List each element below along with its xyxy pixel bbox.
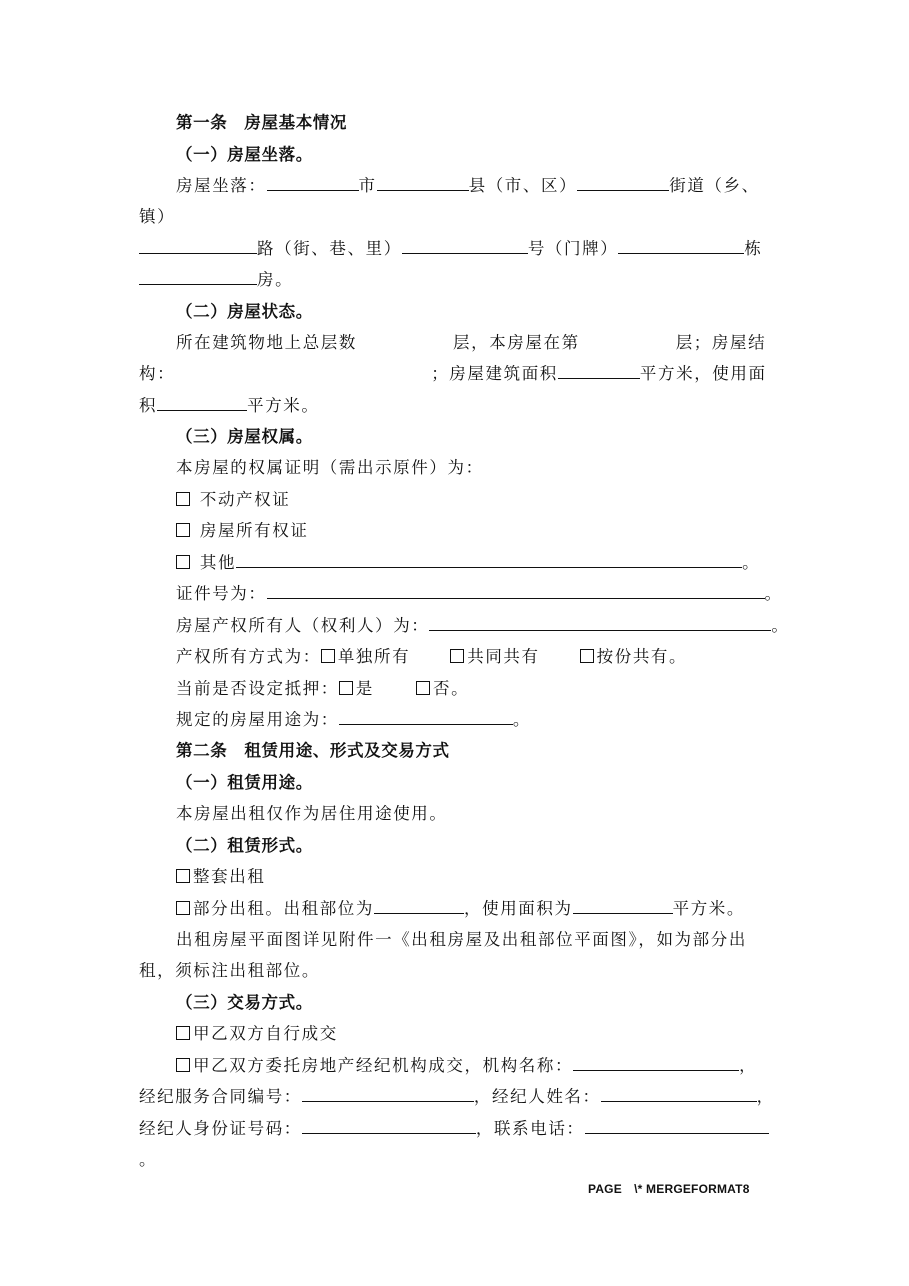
option-property-cert-label: 不动产权证 bbox=[199, 490, 291, 509]
comma: ， bbox=[739, 1056, 758, 1075]
usable-area-field[interactable] bbox=[157, 395, 247, 411]
plan-text-2: 租，须标注出租部位。 bbox=[139, 961, 320, 980]
town-label: 镇） bbox=[139, 207, 176, 226]
cert-number-field[interactable] bbox=[267, 583, 765, 599]
option-agency bbox=[176, 1055, 757, 1077]
plan-text-1: 出租房屋平面图详见附件一《出租房屋及出租部位平面图》，如为部分出 bbox=[176, 930, 747, 949]
option-whole bbox=[176, 866, 265, 888]
area-unit: 平方米。 bbox=[247, 396, 320, 415]
building-field[interactable] bbox=[618, 238, 744, 254]
checkbox-partial[interactable] bbox=[176, 901, 190, 915]
ownership-mode-line bbox=[176, 646, 687, 668]
location-label: 房屋坐落： bbox=[176, 176, 267, 195]
building-area-label: ；房屋建筑面积 bbox=[431, 364, 558, 383]
partial-area-field[interactable] bbox=[573, 898, 673, 914]
partial-area-label: ，使用面积为 bbox=[464, 899, 573, 918]
owner-label: 房屋产权所有人（权利人）为： bbox=[176, 616, 430, 635]
section-purpose-title: （一）租赁用途。 bbox=[176, 773, 313, 792]
option-property-cert[interactable] bbox=[176, 489, 290, 511]
contract-no-label: 经纪服务合同编号： bbox=[139, 1087, 302, 1106]
checkbox-other[interactable] bbox=[176, 555, 190, 569]
option-ownership-cert[interactable] bbox=[176, 520, 308, 542]
phone-field[interactable] bbox=[585, 1118, 769, 1134]
section-status-title: （二）房屋状态。 bbox=[176, 302, 313, 321]
self-label: 甲乙双方自行成交 bbox=[193, 1024, 338, 1043]
agent-name-label: 经纪人姓名： bbox=[492, 1087, 601, 1106]
sole-label: 单独所有 bbox=[337, 647, 411, 666]
location-line-2 bbox=[139, 238, 762, 260]
city-field[interactable] bbox=[267, 175, 359, 191]
usage-field[interactable] bbox=[339, 709, 513, 725]
checkbox-whole[interactable] bbox=[176, 869, 190, 883]
page-footer: PAGE \* MERGEFORMAT8 bbox=[588, 1182, 750, 1196]
checkbox-mortgage-no[interactable] bbox=[416, 681, 430, 695]
checkbox-joint[interactable] bbox=[450, 649, 464, 663]
agent-name-field[interactable] bbox=[601, 1086, 757, 1102]
floor-label: 层，本房屋在第 bbox=[453, 333, 580, 352]
city-label: 市 bbox=[358, 176, 377, 195]
option-ownership-cert-label: 房屋所有权证 bbox=[199, 521, 309, 540]
comma: ， bbox=[475, 1119, 495, 1138]
proof-label: 本房屋的权属证明（需出示原件）为： bbox=[176, 458, 484, 477]
contract-no-field[interactable] bbox=[302, 1086, 474, 1102]
agent-id-field[interactable] bbox=[302, 1118, 476, 1134]
room-field[interactable] bbox=[139, 269, 257, 285]
room-line bbox=[139, 269, 293, 291]
checkbox-self[interactable] bbox=[176, 1026, 190, 1040]
option-self bbox=[176, 1023, 338, 1045]
structure-line bbox=[139, 363, 767, 385]
section-trade-title: （三）交易方式。 bbox=[176, 993, 313, 1012]
mortgage-label: 当前是否设定抵押： bbox=[176, 679, 339, 698]
comma: ， bbox=[756, 1087, 775, 1106]
street-label: 街道（乡、 bbox=[669, 176, 760, 195]
agent-id-label: 经纪人身份证号码： bbox=[139, 1119, 302, 1138]
contract-line bbox=[139, 1086, 775, 1108]
period: 。 bbox=[512, 710, 532, 729]
usable-area-label-end: 积 bbox=[139, 396, 158, 415]
area-line bbox=[139, 395, 320, 417]
article-2-title: 第二条 租赁用途、形式及交易方式 bbox=[176, 741, 450, 760]
checkbox-mortgage-yes[interactable] bbox=[339, 681, 353, 695]
room-label: 房。 bbox=[257, 270, 294, 289]
phone-label: 联系电话： bbox=[494, 1119, 585, 1138]
comma: ， bbox=[473, 1087, 493, 1106]
floors-label: 所在建筑物地上总层数 bbox=[176, 333, 357, 352]
final-period: 。 bbox=[139, 1150, 158, 1169]
partial-area-unit: 平方米。 bbox=[672, 899, 746, 918]
owner-line bbox=[176, 615, 790, 637]
road-label: 路（街、巷、里） bbox=[257, 239, 402, 258]
structure-label: 层；房屋结 bbox=[675, 333, 767, 352]
no-label: 否。 bbox=[433, 679, 470, 698]
purpose-text: 本房屋出租仅作为居住用途使用。 bbox=[176, 804, 448, 823]
usage-line bbox=[176, 709, 531, 731]
street-field[interactable] bbox=[577, 175, 669, 191]
section-location-title: （一）房屋坐落。 bbox=[176, 145, 313, 164]
period: 。 bbox=[764, 584, 783, 603]
road-field[interactable] bbox=[139, 238, 257, 254]
period: 。 bbox=[771, 616, 790, 635]
checkbox-agency[interactable] bbox=[176, 1058, 190, 1072]
checkbox-share[interactable] bbox=[580, 649, 594, 663]
agent-id-line bbox=[139, 1118, 769, 1140]
usage-label: 规定的房屋用途为： bbox=[176, 710, 339, 729]
county-field[interactable] bbox=[377, 175, 469, 191]
checkbox-ownership-cert[interactable] bbox=[176, 523, 190, 537]
usable-area-label: 平方米，使用面 bbox=[639, 364, 767, 383]
section-form-title: （二）租赁形式。 bbox=[176, 836, 313, 855]
whole-label: 整套出租 bbox=[193, 867, 266, 886]
section-ownership-title: （三）房屋权属。 bbox=[176, 427, 313, 446]
building-area-field[interactable] bbox=[558, 363, 640, 379]
yes-label: 是 bbox=[355, 679, 375, 698]
county-label: 县（市、区） bbox=[468, 176, 578, 195]
building-label: 栋 bbox=[744, 239, 763, 258]
option-partial bbox=[176, 898, 745, 920]
owner-field[interactable] bbox=[429, 615, 771, 631]
floors-line bbox=[176, 332, 766, 354]
ownership-mode-label: 产权所有方式为： bbox=[176, 647, 321, 666]
location-line-1 bbox=[176, 175, 760, 197]
cert-number-line bbox=[176, 583, 783, 605]
option-other bbox=[176, 552, 760, 574]
number-field[interactable] bbox=[402, 238, 528, 254]
mortgage-line bbox=[176, 678, 469, 700]
joint-label: 共同共有 bbox=[467, 647, 540, 666]
number-label: 号（门牌） bbox=[527, 239, 619, 258]
checkbox-property-cert[interactable] bbox=[176, 492, 190, 506]
cert-number-label: 证件号为： bbox=[176, 584, 267, 603]
checkbox-sole[interactable] bbox=[321, 649, 335, 663]
rental-part-field[interactable] bbox=[374, 898, 464, 914]
partial-label: 部分出租。出租部位为 bbox=[193, 899, 374, 918]
period: 。 bbox=[742, 553, 761, 572]
article-1-title: 第一条 房屋基本情况 bbox=[176, 113, 347, 132]
agency-label: 甲乙双方委托房地产经纪机构成交，机构名称： bbox=[193, 1056, 574, 1075]
option-other-label: 其他 bbox=[199, 553, 237, 572]
other-field[interactable] bbox=[236, 552, 742, 568]
structure-label-end: 构： bbox=[139, 364, 176, 383]
share-label: 按份共有。 bbox=[596, 647, 688, 666]
agency-name-field[interactable] bbox=[573, 1055, 739, 1071]
